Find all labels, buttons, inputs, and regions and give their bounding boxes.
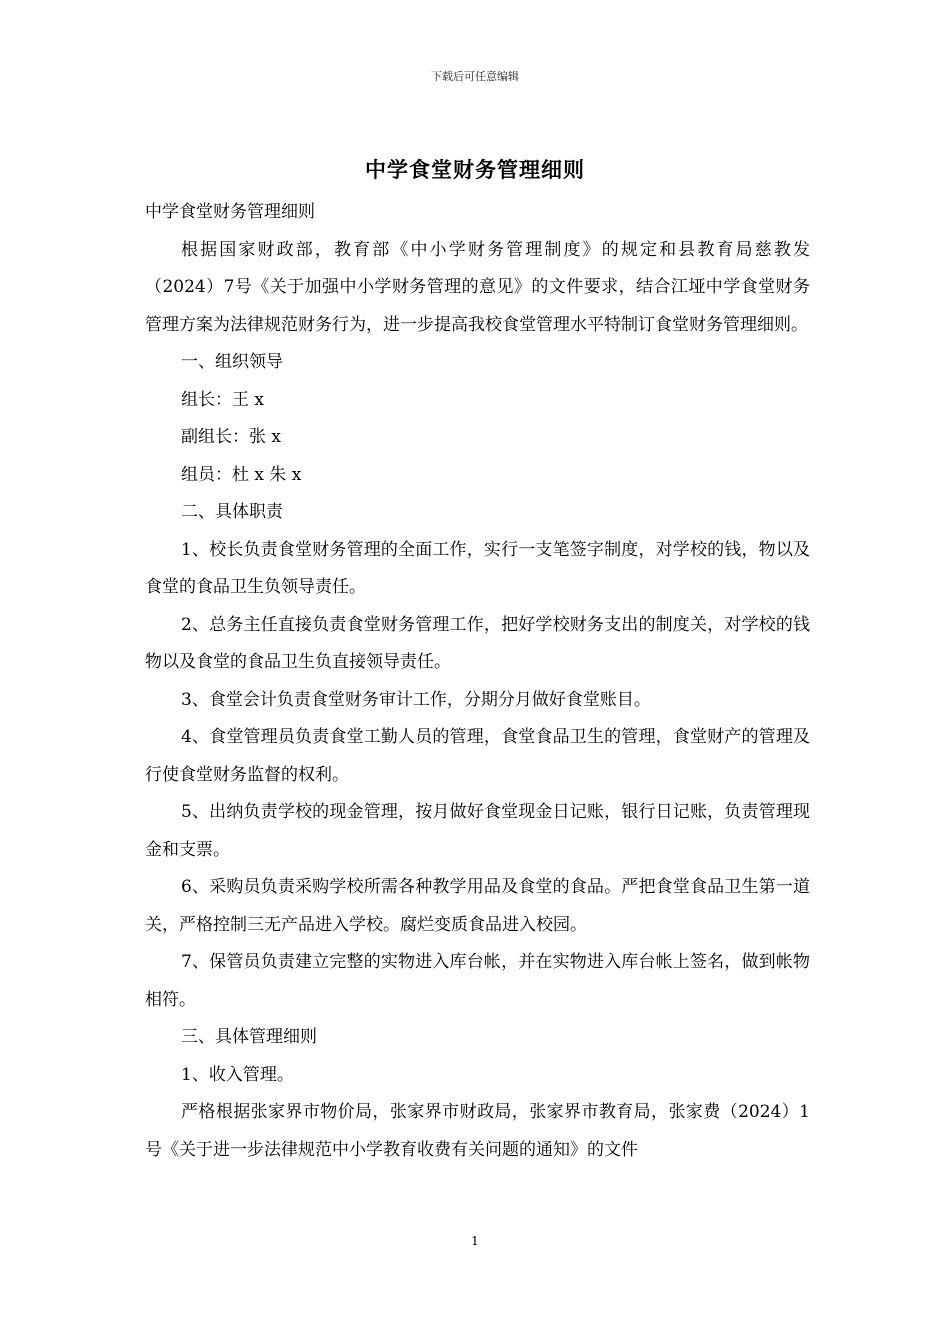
duty-item: 5、出纳负责学校的现金管理，按月做好食堂现金日记账，银行日记账，负责管理现金和支票。	[145, 802, 810, 860]
rule-item-heading: 1、收入管理。	[181, 1064, 294, 1085]
members-line: 组员：杜 x 朱 x	[181, 464, 302, 485]
section-heading-rules: 三、具体管理细则	[181, 1027, 317, 1047]
duty-item: 4、食堂管理员负责食堂工勤人员的管理，食堂食品卫生的管理，食堂财产的管理及行使食堂财务监督的权利。	[145, 727, 810, 785]
document-title: 中学食堂财务管理细则	[365, 157, 585, 182]
duty-item: 3、食堂会计负责食堂财务审计工作，分期分月做好食堂账目。	[181, 689, 651, 710]
page-number: 1	[471, 1234, 479, 1248]
deputy-leader-line: 副组长：张 x	[181, 427, 281, 447]
leader-line: 组长：王 x	[181, 389, 264, 410]
duty-item: 2、总务主任直接负责食堂财务管理工作，把好学校财务支出的制度关，对学校的钱物以及食堂的食品卫生负直接领导责任。	[145, 614, 810, 672]
duty-item: 7、保管员负责建立完整的实物进入库台帐，并在实物进入库台帐上签名，做到帐物相符。	[145, 952, 810, 1010]
section-heading-organization: 一、组织领导	[181, 352, 283, 372]
header-note: 下载后可任意编辑	[431, 70, 519, 83]
duty-item: 6、采购员负责采购学校所需各种教学用品及食堂的食品。严把食堂食品卫生第一道关，严格控制三无产品进入学校。腐烂变质食品进入校园。	[145, 877, 810, 935]
rule-paragraph: 严格根据张家界市物价局，张家界市财政局，张家界市教育局，张家费（2024）1号《关于进一步法律规范中小学教育收费有关问题的通知》的文件	[145, 1102, 810, 1160]
document-subtitle: 中学食堂财务管理细则	[145, 202, 315, 222]
duty-item: 1、校长负责食堂财务管理的全面工作，实行一支笔签字制度，对学校的钱，物以及食堂的食品卫生负领导责任。	[145, 539, 810, 597]
intro-paragraph: 根据国家财政部，教育部《中小学财务管理制度》的规定和县教育局慈教发（2024）7号《关于加强中小学财务管理的意见》的文件要求，结合江垭中学食堂财务管理方案为法律规范财务行为，进一步提高我校食堂管理水平特制订食堂财务管理细则。	[145, 239, 810, 335]
section-heading-duties: 二、具体职责	[181, 502, 283, 522]
document-body	[145, 194, 810, 1169]
